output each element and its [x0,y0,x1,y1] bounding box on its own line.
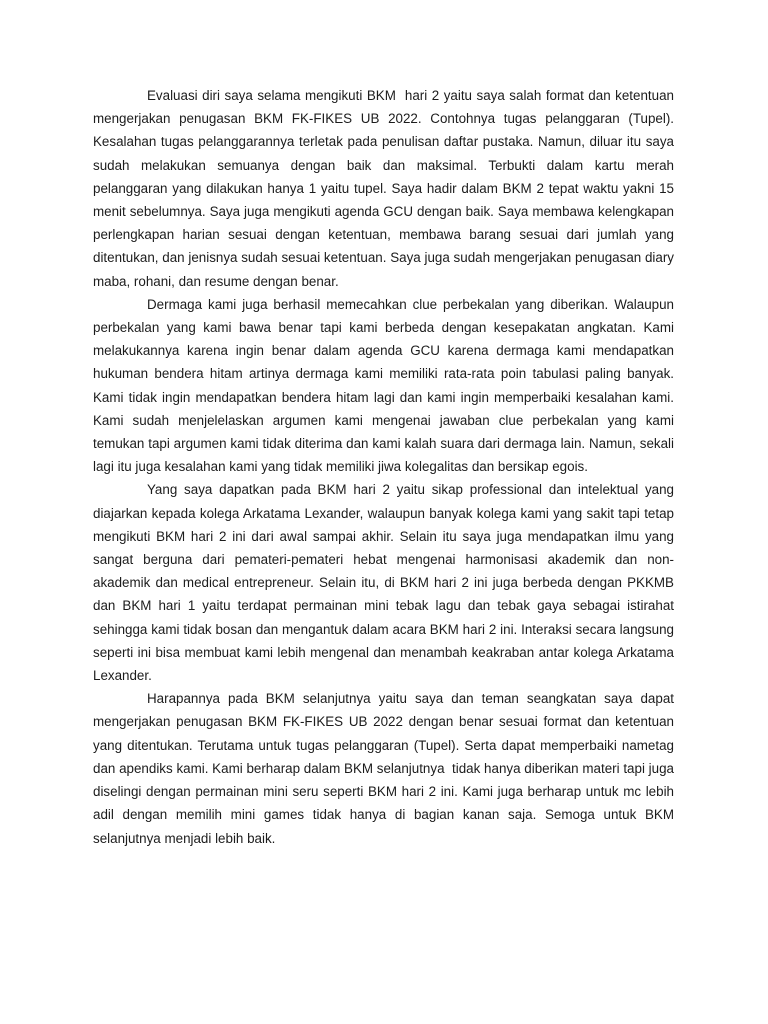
paragraph-evaluasi-diri: Evaluasi diri saya selama mengikuti BKM hari 2 yaitu saya salah format dan ketentuan mengerjakan penugasan BKM FK-FIKES UB 2022. Contohnya tugas pelanggaran (Tupel). Kesalahan tugas pelanggarannya terletak pada penulisan daftar pustaka. Namun, diluar itu saya sudah melakukan semuanya dengan baik dan maksimal. Terbukti dalam kartu merah pelanggaran yang dilakukan hanya 1 yaitu tupel. Saya hadir dalam BKM 2 tepat waktu yakni 15 menit sebelumnya. Saya juga mengikuti agenda GCU dengan baik. Saya membawa kelengkapan perlengkapan harian sesuai dengan ketentuan, membawa barang sesuai dari jumlah yang ditentukan, dan jenisnya sudah sesuai ketentuan. Saya juga sudah mengerjakan penugasan diary maba, rohani, dan resume dengan benar. [93,88,678,289]
paragraph-harapan: Harapannya pada BKM selanjutnya yaitu saya dan teman seangkatan saya dapat mengerjakan penugasan BKM FK-FIKES UB 2022 dengan benar sesuai format dan ketentuan yang ditentukan. Terutama untuk tugas pelanggaran (Tupel). Serta dapat memperbaiki nametag dan apendiks kami. Kami berharap dalam BKM selanjutnya tidak hanya diberikan materi tapi juga diselingi dengan permainan mini seru seperti BKM hari 2 ini. Kami juga berharap untuk mc lebih adil dengan memilih mini games tidak hanya di bagian kanan saja. Semoga untuk BKM selanjutnya menjadi lebih baik. [93,691,678,846]
paragraph-dermaga: Dermaga kami juga berhasil memecahkan clue perbekalan yang diberikan. Walaupun perbekalan yang kami bawa benar tapi kami berbeda dengan kesepakatan angkatan. Kami melakukannya karena ingin benar dalam agenda GCU karena dermaga kami mendapatkan hukuman bendera hitam artinya dermaga kami memiliki rata-rata poin tabulasi paling banyak. Kami tidak ingin mendapatkan bendera hitam lagi dan kami ingin memperbaiki kesalahan kami. Kami sudah menjelelaskan argumen kami mengenai jawaban clue perbekalan yang kami temukan tapi argumen kami tidak diterima dan kami kalah suara dari dermaga lain. Namun, sekali lagi itu juga kesalahan kami yang tidak memiliki jiwa kolegalitas dan bersikap egois. [93,296,678,475]
paragraph-yang-didapatkan: Yang saya dapatkan pada BKM hari 2 yaitu sikap professional dan intelektual yang diajarkan kepada kolega Arkatama Lexander, walaupun banyak kolega kami yang sakit tapi tetap mengikuti BKM hari 2 ini dari awal sampai akhir. Selain itu saya juga mendapatkan ilmu yang sangat berguna dari pemateri-pemateri hebat mengenai harmonisasi akademik dan non-akademik dan medical entrepreneur. Selain itu, di BKM hari 2 ini juga berbeda dengan PKKMB dan BKM hari 1 yaitu terdapat permainan mini tebak lagu dan tebak gaya sebagai istirahat sehingga kami tidak bosan dan mengantuk dalam acara BKM hari 2 ini. Interaksi secara langsung seperti ini bisa membuat kami lebih mengenal dan menambah keakraban antar kolega Arkatama Lexander. [93,482,678,684]
document-body [93,84,678,850]
